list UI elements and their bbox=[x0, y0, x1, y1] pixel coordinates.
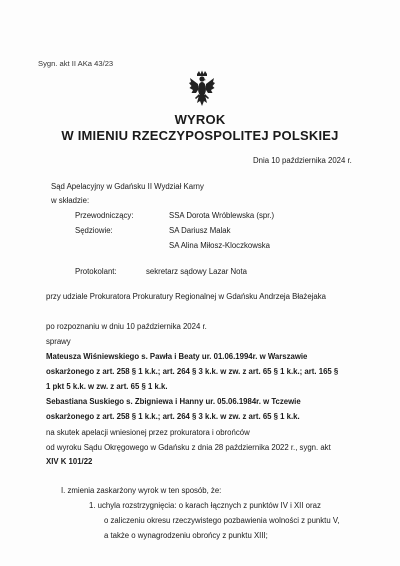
considered-line: po rozpoznaniu w dniu 10 października 2024 r. bbox=[46, 322, 207, 331]
clerk-value: sekretarz sądowy Lazar Nota bbox=[146, 267, 247, 276]
document-title: WYROK bbox=[174, 112, 226, 127]
case-signature: Sygn. akt II AKa 43/23 bbox=[38, 59, 114, 68]
defendant-1-line-2: oskarżonego z art. 258 § 1 k.k.; art. 264 § 3 k.k. w zw. z art. 65 § 1 k.k.; art. 165 § bbox=[46, 367, 339, 376]
defendant-1-line-1: Mateusza Wiśniewskiego s. Pawła i Beaty ur. 01.06.1994r. w Warszawie bbox=[46, 352, 308, 361]
judgment-from-line: od wyroku Sądu Okręgowego w Gdańsku z dnia 28 października 2022 r., sygn. akt bbox=[46, 443, 331, 452]
judge-1: SA Dariusz Malak bbox=[169, 226, 231, 235]
ruling-point-1: I. zmienia zaskarżony wyrok w ten sposób, że: bbox=[61, 486, 222, 495]
ruling-point-1-1-continued: o zaliczeniu okresu rzeczywistego pozbawienia wolności z punktu V, bbox=[104, 516, 340, 525]
chair-label: Przewodniczący: bbox=[75, 211, 134, 220]
judges-label: Sędziowie: bbox=[75, 226, 113, 235]
clerk-label: Protokolant: bbox=[75, 267, 117, 276]
ruling-point-1-1-end: a także o wynagrodzeniu obrońcy z punktu XIII; bbox=[104, 531, 268, 540]
lower-court-signature: XIV K 101/22 bbox=[46, 457, 93, 466]
case-label: sprawy bbox=[46, 337, 71, 346]
prosecutor-line: przy udziale Prokuratora Prokuratury Regionalnej w Gdańsku Andrzeja Błażejaka bbox=[46, 292, 326, 301]
judge-2: SA Alina Miłosz-Kloczkowska bbox=[169, 241, 270, 250]
appeal-line: na skutek apelacji wniesionej przez prokuratora i obrońców bbox=[46, 428, 250, 437]
court-name: Sąd Apelacyjny w Gdańsku II Wydział Karny bbox=[51, 182, 204, 191]
judgment-date: Dnia 10 października 2024 r. bbox=[253, 156, 352, 165]
composition-label: w składzie: bbox=[51, 196, 90, 205]
document-subtitle: W IMIENIU RZECZYPOSPOLITEJ POLSKIEJ bbox=[61, 128, 339, 143]
defendant-2-line-1: Sebastiana Suskiego s. Zbigniewa i Hanny ur. 05.06.1984r. w Tczewie bbox=[46, 397, 301, 406]
defendant-1-line-3: 1 pkt 5 k.k. w zw. z art. 65 § 1 k.k. bbox=[46, 382, 168, 391]
chair-value: SSA Dorota Wróblewska (spr.) bbox=[169, 211, 275, 220]
ruling-point-1-1: 1. uchyla rozstrzygnięcia: o karach łącznych z punktów IV i XII oraz bbox=[89, 501, 321, 510]
polish-eagle-emblem-icon bbox=[188, 70, 216, 108]
defendant-2-line-2: oskarżonego z art. 258 § 1 k.k.; art. 264 § 3 k.k. w zw. z art. 65 § 1 k.k. bbox=[46, 412, 300, 421]
